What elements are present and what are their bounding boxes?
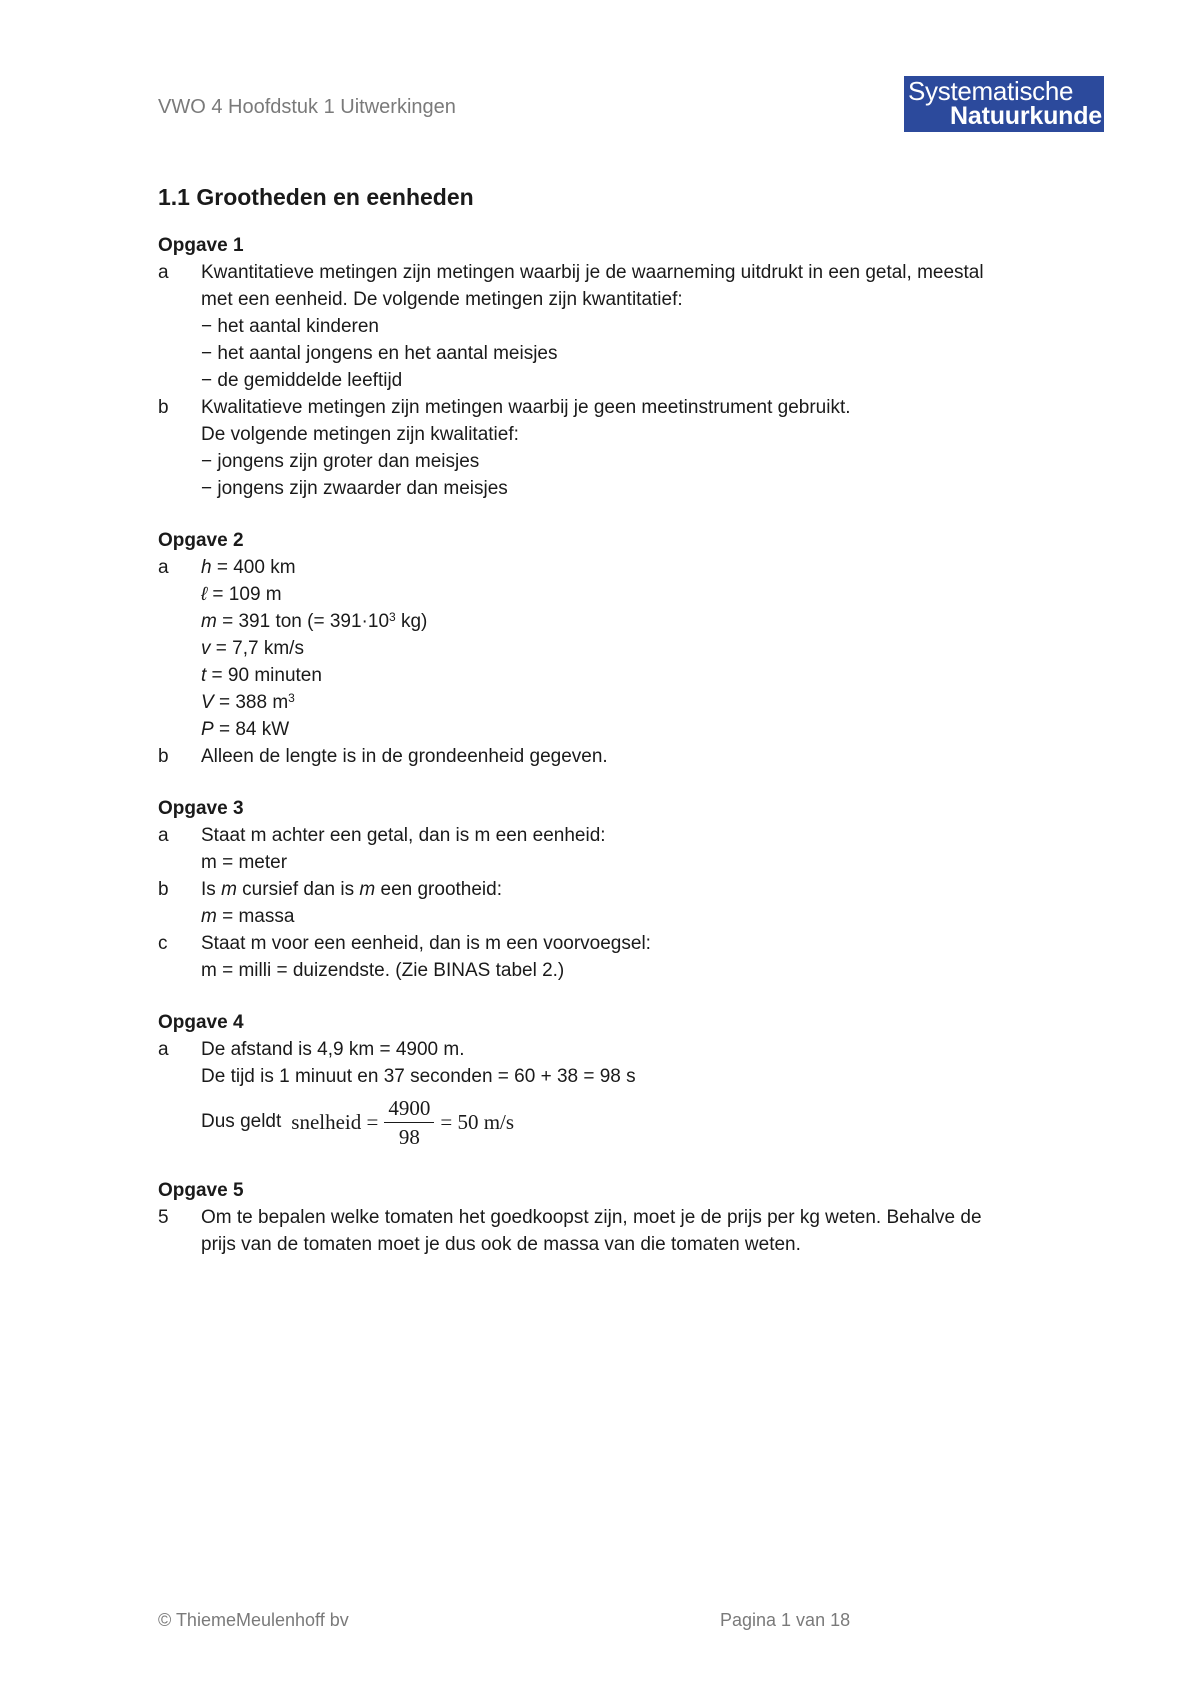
- quantity-symbol: m: [359, 879, 376, 900]
- logo-text-line2: Natuurkunde: [950, 102, 1102, 130]
- quantity-height: [201, 554, 1058, 581]
- item-body: [201, 394, 1058, 502]
- text-span: een grootheid:: [375, 879, 502, 900]
- formula-lhs: snelheid =: [291, 1109, 379, 1134]
- answer-line: [201, 903, 1058, 930]
- fraction-denominator: 98: [398, 1124, 420, 1149]
- item-body: [201, 930, 1058, 984]
- opgave-1: [158, 233, 1058, 502]
- quantity-length: [201, 581, 1058, 608]
- item-body: [201, 554, 1058, 743]
- answer-line: Kwalitatieve metingen zijn metingen waarbij je geen meetinstrument gebruikt.: [201, 397, 851, 418]
- answer-item-b: [158, 394, 1058, 502]
- answer-line: m = meter: [201, 852, 288, 873]
- item-body: [201, 1204, 1058, 1258]
- quantity-value: = 7,7 km/s: [210, 638, 304, 659]
- formula-prefix: Dus geldt: [201, 1111, 282, 1132]
- item-letter: a: [158, 1039, 169, 1060]
- answer-line: Staat m achter een getal, dan is m een eenheid:: [201, 825, 606, 846]
- answer-item-a: [158, 822, 1058, 876]
- publisher-logo: [904, 76, 1104, 132]
- answer-line: Alleen de lengte is in de grondeenheid gegeven.: [201, 746, 608, 767]
- list-item: − de gemiddelde leeftijd: [201, 370, 403, 391]
- speed-formula: [291, 1096, 514, 1149]
- answer-line: Kwantitatieve metingen zijn metingen waarbij je de waarneming uitdrukt in een getal, meestal: [201, 262, 984, 283]
- quantity-value: = 84 kW: [213, 719, 290, 740]
- text-span: Is: [201, 879, 222, 900]
- answer-item-a: [158, 554, 1058, 743]
- item-letter: a: [158, 262, 169, 283]
- quantity-symbol: m: [201, 906, 217, 927]
- answer-item-b: [158, 876, 1058, 930]
- answer-line: De tijd is 1 minuut en 37 seconden = 60 + 38 = 98 s: [201, 1066, 636, 1087]
- quantity-speed: [201, 635, 1058, 662]
- quantity-symbol: m: [221, 879, 237, 900]
- answer-line: [201, 876, 1058, 903]
- item-letter: a: [158, 557, 169, 578]
- quantity-value: = 109 m: [207, 584, 282, 605]
- document-header-title: VWO 4 Hoofdstuk 1 Uitwerkingen: [158, 96, 456, 118]
- quantity-volume: [201, 689, 1058, 716]
- exponent: 3: [288, 691, 295, 705]
- answer-item-b: [158, 743, 1058, 770]
- list-item: − jongens zijn groter dan meisjes: [201, 451, 480, 472]
- item-letter: a: [158, 825, 169, 846]
- list-item: − het aantal kinderen: [201, 316, 379, 337]
- document-body: [158, 184, 1058, 1284]
- quantity-symbol: v: [201, 638, 211, 659]
- footer-copyright: © ThiemeMeulenhoff bv: [158, 1610, 349, 1630]
- footer-page-number: Pagina 1 van 18: [720, 1610, 851, 1630]
- item-letter: b: [158, 879, 169, 900]
- opgave-title: Opgave 2: [158, 530, 244, 551]
- opgave-4: [158, 1010, 1058, 1152]
- quantity-symbol: t: [201, 665, 207, 686]
- quantity-value: = 90 minuten: [206, 665, 322, 686]
- quantity-value: = 388 m: [213, 692, 289, 713]
- opgave-5: [158, 1178, 1058, 1258]
- item-letter: 5: [158, 1207, 169, 1228]
- answer-line: prijs van de tomaten moet je dus ook de massa van die tomaten weten.: [201, 1234, 801, 1255]
- answer-item-a: [158, 1036, 1058, 1152]
- quantity-value: = 400 km: [211, 557, 296, 578]
- exponent: 3: [389, 610, 396, 624]
- opgave-title: Opgave 5: [158, 1180, 244, 1201]
- list-item: − jongens zijn zwaarder dan meisjes: [201, 478, 508, 499]
- quantity-value: = 391 ton (= 391·10: [216, 611, 390, 632]
- item-letter: c: [158, 933, 168, 954]
- quantity-mass: [201, 608, 1058, 635]
- answer-line: De volgende metingen zijn kwalitatief:: [201, 424, 519, 445]
- formula-rhs: = 50 m/s: [440, 1109, 515, 1134]
- quantity-symbol: ℓ: [201, 584, 208, 605]
- item-body: [201, 259, 1058, 394]
- answer-item-a: [158, 259, 1058, 394]
- quantity-symbol: P: [201, 719, 214, 740]
- item-letter: b: [158, 746, 169, 767]
- text-span: cursief dan is: [236, 879, 360, 900]
- item-body: [201, 743, 1058, 770]
- item-letter: b: [158, 397, 169, 418]
- answer-item-c: [158, 930, 1058, 984]
- quantity-symbol: V: [201, 692, 214, 713]
- fraction: [384, 1096, 434, 1149]
- logo-text-line1: Systematische: [908, 76, 1074, 106]
- item-body: [201, 876, 1058, 930]
- opgave-title: Opgave 4: [158, 1012, 244, 1033]
- answer-line: met een eenheid. De volgende metingen zijn kwantitatief:: [201, 289, 683, 310]
- answer-line: De afstand is 4,9 km = 4900 m.: [201, 1039, 465, 1060]
- fraction-numerator: 4900: [384, 1096, 434, 1123]
- opgave-2: [158, 528, 1058, 770]
- text-span: = massa: [216, 906, 295, 927]
- list-item: − het aantal jongens en het aantal meisjes: [201, 343, 558, 364]
- answer-line: Staat m voor een eenheid, dan is m een voorvoegsel:: [201, 933, 651, 954]
- item-body: [201, 822, 1058, 876]
- opgave-title: Opgave 3: [158, 798, 244, 819]
- answer-line: m = milli = duizendste. (Zie BINAS tabel 2.): [201, 960, 565, 981]
- opgave-title: Opgave 1: [158, 235, 244, 256]
- formula-line: [201, 1092, 1058, 1152]
- quantity-symbol: h: [201, 557, 212, 578]
- item-body: [201, 1036, 1058, 1152]
- quantity-unit: kg): [395, 611, 428, 632]
- quantity-symbol: m: [201, 611, 217, 632]
- quantity-time: [201, 662, 1058, 689]
- answer-item-5: [158, 1204, 1058, 1258]
- section-title: 1.1 Grootheden en eenheden: [158, 184, 474, 210]
- opgave-3: [158, 796, 1058, 984]
- quantity-power: [201, 716, 1058, 743]
- answer-line: Om te bepalen welke tomaten het goedkoopst zijn, moet je de prijs per kg weten. Behalve de: [201, 1207, 982, 1228]
